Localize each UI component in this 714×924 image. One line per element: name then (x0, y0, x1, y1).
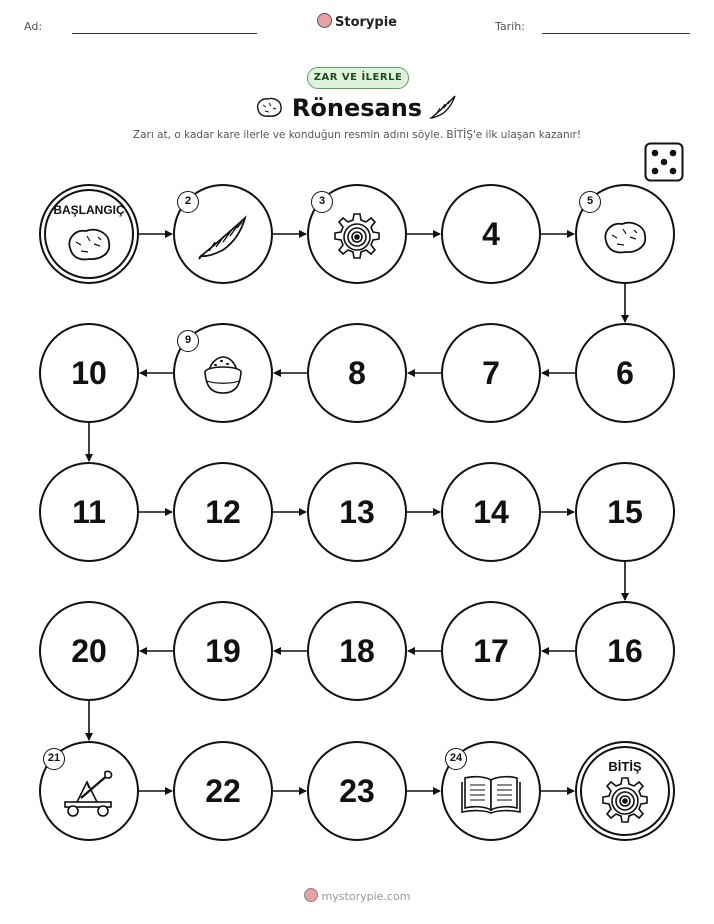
square-number: 18 (339, 632, 375, 669)
instructions: Zarı at, o kadar kare ilerle ve konduğun resmin adını söyle. BİTİŞ'e ilk ulaşan kazanır! (132, 129, 582, 141)
square-number: 8 (348, 354, 366, 391)
square-number: 17 (473, 632, 509, 669)
board-square-20 (39, 601, 139, 701)
board-square-8 (307, 323, 407, 423)
board-square-22 (173, 741, 273, 841)
footer-url: mystorypie.com (321, 890, 411, 903)
board-square-15 (575, 462, 675, 562)
board-square-16 (575, 601, 675, 701)
name-label: Ad: (24, 20, 43, 33)
finish-square (575, 741, 675, 841)
wing-icon (195, 212, 251, 266)
date-label: Tarih: (495, 20, 525, 33)
board-square-4 (441, 184, 541, 284)
square-number: 14 (473, 493, 509, 530)
start-label: BAŞLANGIÇ (53, 203, 125, 217)
board-square-14 (441, 462, 541, 562)
pigment-bowl-icon (197, 353, 249, 403)
open-book-icon (460, 772, 522, 820)
square-number: 11 (72, 493, 106, 530)
start-square (39, 184, 139, 284)
board-square-12 (173, 462, 273, 562)
gear-icon (599, 775, 651, 831)
square-number: 4 (482, 215, 500, 252)
square-number-badge: 24 (445, 748, 467, 770)
finish-label: BİTİŞ (608, 759, 642, 774)
board-square-6 (575, 323, 675, 423)
board-square-17 (441, 601, 541, 701)
page-title: Rönesans (291, 94, 423, 122)
square-number: 23 (339, 772, 375, 809)
square-number-badge: 3 (311, 191, 333, 213)
brand-name: Storypie (335, 15, 397, 30)
board-square-23 (307, 741, 407, 841)
square-number-badge: 9 (177, 330, 199, 352)
square-number-badge: 5 (579, 191, 601, 213)
board-square-7 (441, 323, 541, 423)
game-type-badge: ZAR VE İLERLE (307, 67, 409, 89)
square-number-badge: 21 (43, 748, 65, 770)
rock-icon (600, 217, 650, 261)
square-number: 22 (205, 772, 241, 809)
square-number: 13 (339, 493, 375, 530)
square-number: 7 (482, 354, 500, 391)
square-number: 16 (607, 632, 643, 669)
rock-icon (64, 224, 114, 268)
square-number: 6 (616, 354, 634, 391)
board-square-10 (39, 323, 139, 423)
board-square-11 (39, 462, 139, 562)
board-square-18 (307, 601, 407, 701)
board-square-13 (307, 462, 407, 562)
gear-icon (331, 211, 383, 267)
square-number: 19 (205, 632, 241, 669)
catapult-icon (59, 768, 119, 824)
square-number: 10 (71, 354, 107, 391)
square-number: 20 (71, 632, 107, 669)
storypie-mascot-icon (304, 888, 318, 902)
footer (0, 888, 714, 903)
square-number: 12 (205, 493, 241, 530)
board-square-19 (173, 601, 273, 701)
square-number-badge: 2 (177, 191, 199, 213)
square-number: 15 (607, 493, 643, 530)
